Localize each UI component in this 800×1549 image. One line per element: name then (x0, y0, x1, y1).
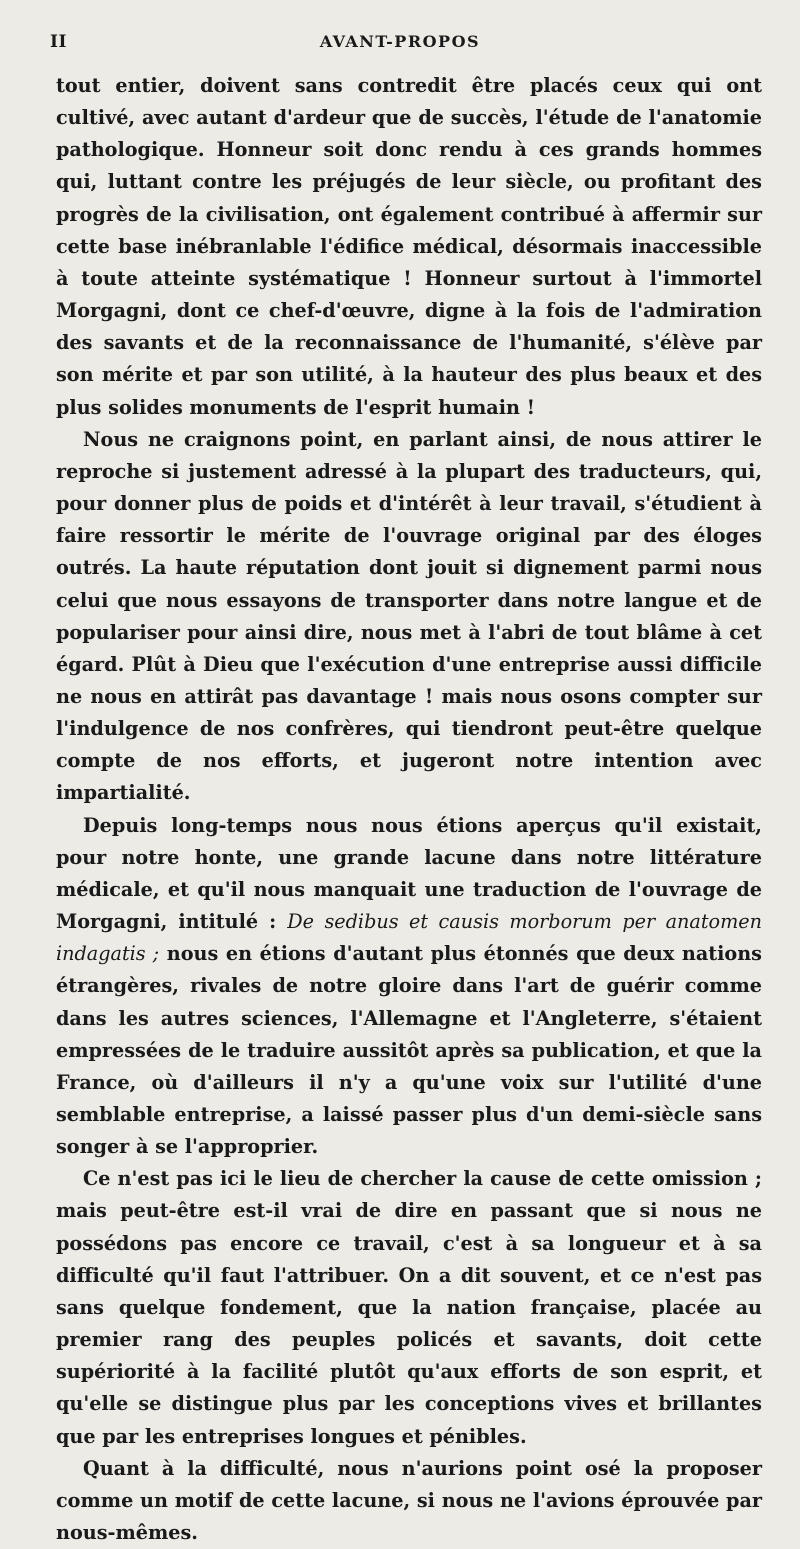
running-title: AVANT-PROPOS (319, 32, 481, 51)
running-head (50, 32, 750, 56)
paragraph-text: Depuis long-temps nous nous étions aperçus qu'il existait, pour notre honte, une grande lacune dans notre littérature médicale, et qu'il nous manquait une traduction de l'ouvrage de Morgagni, intitulé : (56, 813, 762, 934)
latin-book-title: De sedibus et causis morborum per anatomen indagatis ; (56, 910, 763, 966)
paragraph: Nous ne craignons point, en parlant ainsi, de nous attirer le reproche si justement adressé à la plupart des traducteurs, qui, pour donner plus de poids et d'intérêt à leur travail, s'étudient à faire ressortir le mérite de l'ouvrage original par des éloges outrés. La haute réputation dont jouit si dignement parmi nous celui que nous essayons de transporter dans notre langue et de populariser pour ainsi dire, nous met à l'abri de tout blâme à cet égard. Plût à Dieu que l'exécution d'une entreprise aussi difficile ne nous en attirât pas davantage ! mais nous osons compter sur l'indulgence de nos confrères, qui tiendront peut-être quelque compte de nos efforts, et jugeront notre intention avec impartialité. (56, 427, 762, 805)
page-number: II (50, 32, 67, 52)
paragraph-continuation: tout entier, doivent sans contredit être placés ceux qui ont cultivé, avec autant d'ardeur que de succès, l'étude de l'anatomie pathologique. Honneur soit donc rendu à ces grands hommes qui, luttant contre les préjugés de leur siècle, ou profitant des progrès de la civilisation, ont également contribué à affermir sur cette base inébranlable l'édifice médical, désormais inaccessible à toute atteinte systématique ! Honneur surtout à l'immortel Morgagni, dont ce chef-d'œuvre, digne à la fois de l'admiration des savants et de la reconnaissance de l'humanité, s'élève par son mérite et par son utilité, à la hauteur des plus beaux et des plus solides monuments de l'esprit humain ! (56, 74, 762, 419)
paragraph-text: nous en étions d'autant plus étonnés que deux nations étrangères, rivales de notre gloire dans l'art de guérir comme dans les autres sciences, l'Allemagne et l'Angleterre, s'étaient empressées de le traduire aussitôt après sa publication, et que la France, où d'ailleurs il n'y a qu'une voix sur l'utilité d'une semblable entreprise, a laissé passer plus d'un demi-siècle sans songer à se l'approprier. (56, 942, 762, 1159)
paragraph: Ce n'est pas ici le lieu de chercher la cause de cette omission ; mais peut-être est-il vrai de dire en passant que si nous ne possédons pas encore ce travail, c'est à sa longueur et à sa difficulté qu'il faut l'attribuer. On a dit souvent, et ce n'est pas sans quelque fondement, que la nation française, placée au premier rang des peuples policés et savants, doit cette supériorité à la facilité plutôt qu'aux efforts de son esprit, et qu'elle se distingue plus par les conceptions vives et brillantes que par les entreprises longues et pénibles. (56, 1167, 762, 1448)
paragraph: Quant à la difficulté, nous n'aurions point osé la proposer comme un motif de cette lacune, si nous ne l'avions éprouvée par nous-mêmes. (56, 1456, 762, 1545)
body-text (56, 70, 762, 1549)
paragraph-with-title (56, 810, 762, 1164)
